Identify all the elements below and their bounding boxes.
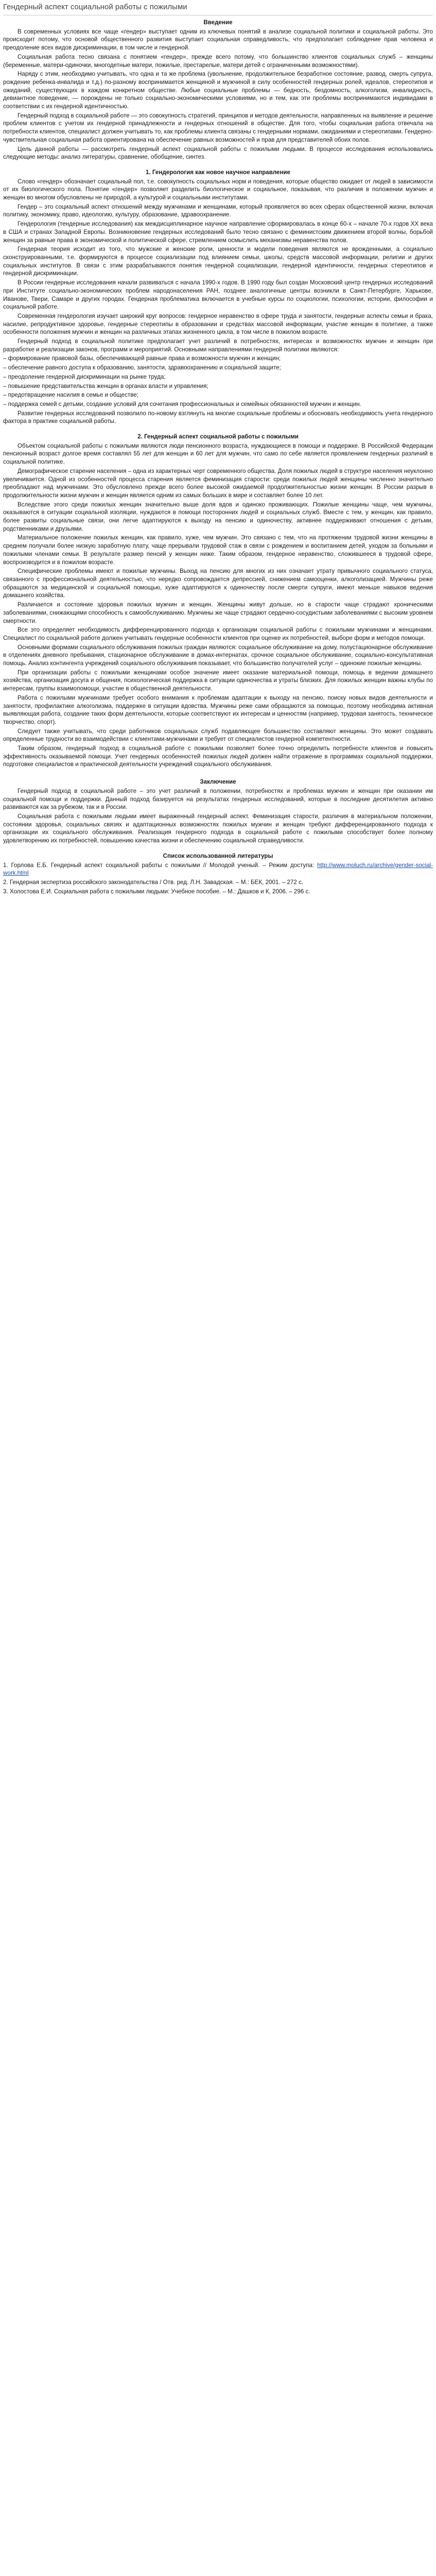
paragraph: Гендерный подход в социальной работе — это совокупность стратегий, принципов и методов деятельности, направленных на выявление и решение проблем клиентов с учетом их гендерной принадлежности и гендерных отношений в обществе. Для того, чтобы социальная работа отвечала на потребности клиентов, специалист должен учитывать то, как проблемы клиента связаны с гендерными нормами, ожиданиями и стереотипами. Гендерно-чувствительная социальная работа ориентирована на обеспечение равных возможностей и прав для представителей обоих полов. (3, 112, 433, 143)
reference-text: 3. Холостова Е.И. Социальная работа с пожилыми людьми: Учебное пособие. – М.: Дашков и К, 2006. – 296 с. (3, 888, 310, 895)
paragraph: Гендерный подход в социальной работе – это учет различий в положении, потребностях и проблемах мужчин и женщин при оказании им социальной помощи и поддержки. Данный подход базируется на результатах гендерных исследований, которые в последние десятилетия активно развиваются как за рубежом, так и в России. (3, 787, 433, 811)
paragraph: При организации работы с пожилыми женщинами особое значение имеет оказание материальной помощи, помощь в ведении домашнего хозяйства, организация досуга и общения, психологическая поддержка в ситуации одиночества и утраты близких. Для пожилых женщин важны клубы по интересам, группы взаимопомощи, участие в общественной деятельности. (3, 669, 433, 692)
paragraph: Следует также учитывать, что среди работников социальных служб подавляющее большинство составляют женщины. Это может создавать определенные трудности во взаимодействии с клиентами-мужчинами и требует от специалистов гендерной компетентности. (3, 727, 433, 743)
conclusion-heading: Заключение (200, 778, 236, 786)
paragraph: Все это определяет необходимость дифференцированного подхода к организации социальной работы с пожилыми мужчинами и женщинами. Специалист по социальной работе должен учитывать гендерные особенности клиентов при оценке их потребностей, выборе форм и методов помощи. (3, 626, 433, 641)
list-item: – формирование правовой базы, обеспечивающей равные права и возможности мужчин и женщин; (3, 355, 281, 362)
paragraph: Демографическое старение населения – одна из характерных черт современного общества. Доля пожилых людей в структуре населения неуклонно увеличивается. Одной из особенностей процесса старения является феминизация старости: среди пожилых людей женщины численно значительно преобладают над мужчинами. Это обусловлено прежде всего более высокой ожидаемой продолжительностью жизни женщин. В России разрыв в продолжительности жизни мужчин и женщин является одним из самых больших в мире и составляет более 10 лет. (3, 467, 433, 499)
paragraph: Современная гендерология изучает широкий круг вопросов: гендерное неравенство в сфере труда и занятости, гендерные аспекты семьи и брака, насилие, репродуктивное здоровье, гендерные стереотипы в образовании и средствах массовой информации, участие женщин в политике, а также особенности положения мужчин и женщин на различных этапах жизненного цикла, в том числе в пожилом возрасте. (3, 312, 433, 336)
reference-item (3, 878, 433, 887)
paragraph: Развитие гендерных исследований позволило по-новому взглянуть на многие социальные проблемы и обосновать необходимость учета гендерного фактора в практике социальной работы. (3, 410, 433, 425)
chapter2-heading: 2. Гендерный аспект социальной работы с пожилыми (137, 433, 299, 440)
document (0, 0, 436, 903)
paragraph: В современных условиях все чаще «гендер» выступает одним из ключевых понятий в анализе социальной политики и социальной работы. Это происходит потому, что основой общественного развития выступает социальная справедливость, что предполагает соблюдение прав человека и преодоление всех видов дискриминации, в том числе и гендерной. (3, 28, 433, 52)
paragraph: Гендерология (тендерные исследования) как междисциплинарное научное направление сформировалась в конце 60-х – начале 70-х годов XX века в США и странах Западной Европы. Возникновение гендерных исследований было тесно связано с феминистским движением второй волны, борьбой женщин за равные права в экономической и политической сфере, стремлением осмыслить механизмы неравенства полов. (3, 221, 433, 244)
reference-text: 2. Гендерная экспертиза российского законодательства / Отв. ред. Л.Н. Завадская. – М.: БЕК, 2001. – 272 с. (3, 878, 304, 886)
paragraph: Гендер – это социальный аспект отношений между мужчинами и женщинами, который проявляется во всех сферах общественной жизни, включая политику, экономику, право, идеологию, культуру, образование, здравоохранение. (3, 203, 433, 218)
page-title: Гендерный аспект социальной работы с пожилыми (3, 2, 433, 15)
paragraph: Работа с пожилыми мужчинами требует особого внимания к проблемам адаптации к выходу на пенсию, поиску новых видов деятельности и занятости, профилактике алкоголизма, поддержке в ситуации вдовства. Мужчины реже сами обращаются за помощью, поэтому необходима активная выявляющая работа, создание таких форм деятельности, которые соответствуют их интересам и ценностям (например, трудовая занятость, техническое творчество, спорт). (3, 694, 433, 725)
reference-text: 1. Горлова Е.Б. Гендерный аспект социальной работы с пожилыми // Молодой ученый. – Режим доступа: (3, 861, 315, 869)
paragraph: Таким образом, гендерный подход в социальной работе с пожилыми позволяет более точно определить потребности клиентов и повысить эффективность оказываемой помощи. Учет гендерных особенностей пожилых людей должен найти отражение в программах социальной поддержки, подготовке специалистов и практической деятельности учреждений социального обслуживания. (3, 745, 433, 768)
paragraph: Гендерная теория исходит из того, что мужские и женские роли, ценности и модели поведения являются не врожденными, а социально сконструированными, т.е. формируются в процессе социализации под влиянием семьи, школы, средств массовой информации, религии и других социальных институтов. В связи с этим разрабатываются понятия гендерной социализации, гендерной идентичности, гендерных стереотипов и гендерной дискриминации. (3, 246, 433, 277)
references-heading: Список использованной литературы (163, 852, 273, 859)
reference-item (3, 888, 433, 896)
chapter1-heading: 1. Гендерология как новое научное направление (146, 168, 290, 176)
paragraph: Материальное положение пожилых женщин, как правило, хуже, чем мужчин. Это связано с тем, что на протяжении трудовой жизни женщины в среднем получали более низкую заработную плату, чаще прерывали трудовой стаж в связи с рождением и воспитанием детей, уходом за больными и пожилыми членами семьи. В результате размер пенсий у женщин ниже. Таким образом, гендерное неравенство, сложившееся в трудовой сфере, воспроизводится и в пожилом возрасте. (3, 534, 433, 566)
paragraph: Специфические проблемы имеют и пожилые мужчины. Выход на пенсию для многих из них означает утрату привычного социального статуса, связанного с профессиональной деятельностью, что нередко сопровождается депрессией, снижением самооценки, алкоголизацией. Мужчины реже обращаются за медицинской и социальной помощью, хуже адаптируются к одиночеству после смерти супруги, имеют меньше навыков ведения домашнего хозяйства. (3, 568, 433, 599)
paragraph: В России гендерные исследования начали развиваться с начала 1990-х годов. В 1990 году был создан Московский центр гендерных исследований при Институте социально-экономических проблем народонаселения РАН, позднее аналогичные центры возникли в Санкт-Петербурге, Харькове, Иванове, Твери, Самаре и других городах. Гендерная проблематика включается в учебные курсы по социологии, психологии, истории, философии и социальной работе. (3, 279, 433, 311)
paragraph: Различается и состояние здоровья пожилых мужчин и женщин. Женщины живут дольше, но в старости чаще страдают хроническими заболеваниями, снижающими способность к самообслуживанию. Мужчины же чаще страдают сердечно-сосудистыми заболеваниями с высоким уровнем смертности. (3, 601, 433, 624)
paragraph: Объектом социальной работы с пожилыми являются люди пенсионного возраста, нуждающиеся в помощи и поддержке. В Российской Федерации пенсионный возраст долгое время составлял 55 лет для женщин и 60 лет для мужчин, что само по себе является проявлением гендерных различий в социальной политике. (3, 442, 433, 466)
list-item: – обеспечение равного доступа к образованию, занятости, здравоохранению и социальной защите; (3, 364, 281, 371)
reference-item (3, 861, 433, 877)
introduction-heading: Введение (203, 19, 233, 26)
paragraph: Цель данной работы — рассмотреть гендерный аспект социальной работы с пожилыми людьми. В процессе исследования использовались следующие методы: анализ литературы, сравнение, обобщение, синтез. (3, 145, 433, 161)
paragraph: Наряду с этим, необходимо учитывать, что одна и та же проблема (увольнение, продолжительное безработное состояние, развод, смерть супруга, рождение ребенка-инвалида и т.д.) по-разному воспринимается женщиной и мужчиной в силу особенностей гендерных ролей, идеалов, стереотипов и ожиданий, существующих в каждом конкретном обществе. Любые социальные проблемы — бедность, бездомность, алкоголизм, инвалидность, девиантное поведение, — порождены не только социально-экономическими условиями, но и тем, как эти проблемы воспринимаются индивидами в соответствии с их гендерной идентичностью. (3, 71, 433, 110)
paragraph: Социальная работа с пожилыми людьми имеет выраженный гендерный аспект. Феминизация старости, различия в материальном положении, состоянии здоровья, социальных связях и адаптационных возможностях пожилых мужчин и женщин требуют дифференцированного подхода к организации их социального обслуживания. Реализация гендерного подхода в социальной работе с пожилыми способствует более полному удовлетворению их потребностей, повышению качества жизни и обеспечению социальной справедливости. (3, 812, 433, 844)
list-item: – предотвращение насилия в семье и обществе; (3, 392, 138, 399)
reference-link[interactable]: http://www.moluch.ru/archive/gender-social-work.html (3, 861, 433, 877)
paragraph: Слово «гендер» обозначает социальный пол, т.е. совокупность социальных норм и поведения, которые общество ожидает от людей в зависимости от их биологического пола. Понятие «гендер» позволяет разделить биологическое и социальное, показывая, что различия в положении мужчин и женщин во многом обусловлены не природой, а культурой и социальными институтами. (3, 178, 433, 201)
list-item: – повышение представительства женщин в органах власти и управления; (3, 382, 208, 389)
paragraph: Основными формами социального обслуживания пожилых граждан являются: социальное обслуживание на дому, полустационарное обслуживание в отделениях дневного пребывания, стационарное обслуживание в домах-интернатах, срочное социальное обслуживание, социально-консультативная помощь. Анализ контингента учреждений социального обслуживания показывает, что большинство получателей услуг – одинокие пожилые женщины. (3, 643, 433, 667)
list-item: – преодоление гендерной дискриминации на рынке труда; (3, 373, 166, 380)
paragraph: Гендерный подход в социальной политике предполагает учет различий в потребностях, интересах и возможностях мужчин и женщин при разработке и реализации законов, программ и мероприятий. Основными направлениями гендерной политики являются: (3, 338, 433, 353)
paragraph: Вследствие этого среди пожилых женщин значительно выше доля вдов и одиноко проживающих. Пожилые женщины чаще, чем мужчины, оказываются в ситуации социальной изоляции, нуждаются в помощи посторонних людей и социальных служб. Вместе с тем, у женщин, как правило, более развиты социальные связи, они легче адаптируются к выходу на пенсию и одиночеству, активнее поддерживают отношения с детьми, родственниками и друзьями. (3, 501, 433, 532)
paragraph: Социальная работа тесно связана с понятием «гендер», прежде всего потому, что большинство клиентов социальных служб – женщины (беременные, матери-одиночки, многодетные матери, пожилые, престарелые, матери детей с ограниченными возможностями). (3, 53, 433, 69)
list-item: – поддержка семей с детьми, создание условий для сочетания профессиональных и семейных обязанностей мужчин и женщин. (3, 400, 361, 408)
